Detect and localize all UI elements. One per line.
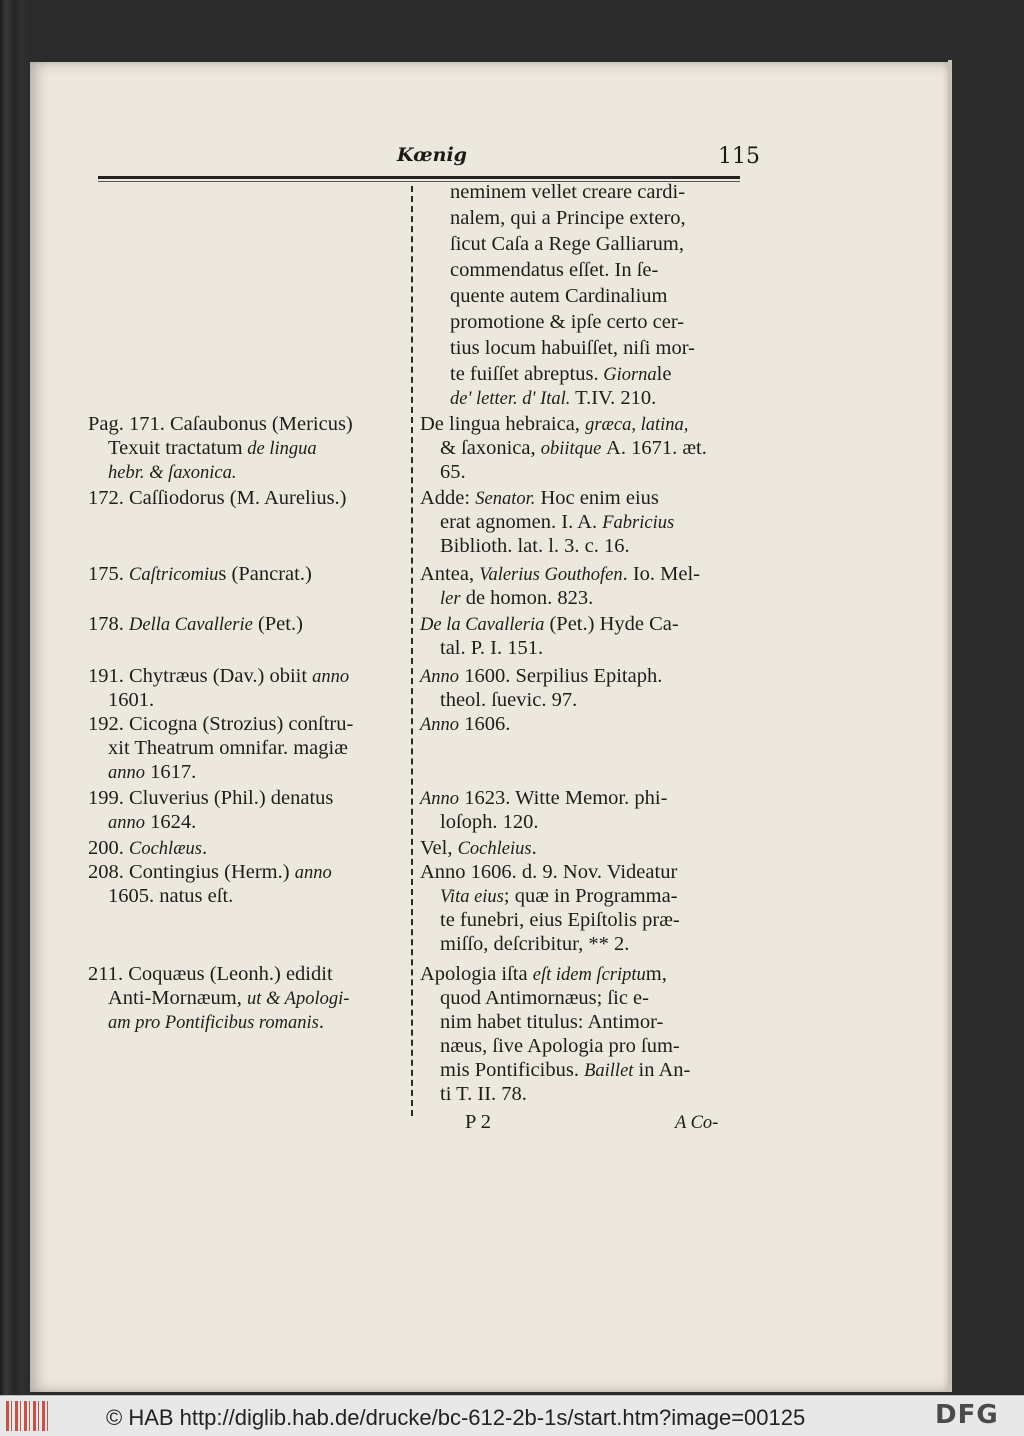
text-line: 199. Cluverius (Phil.) denatus: [88, 787, 334, 809]
text-line: 175. Caſtricomius (Pancrat.): [88, 563, 312, 585]
text-line: loſoph. 120.: [440, 811, 539, 833]
text-line: quente autem Cardinalium: [450, 285, 668, 307]
text-line: 172. Caſſiodorus (M. Aurelius.): [88, 487, 347, 509]
barcode-icon: [6, 1401, 48, 1431]
dfg-logo: DFG: [935, 1400, 999, 1430]
text-line: hebr. & ſaxonica.: [108, 463, 237, 483]
text-line: næus, ſive Apologia pro ſum-: [440, 1035, 680, 1057]
text-line: Anno 1606. d. 9. Nov. Videatur: [420, 861, 678, 883]
text-line: P 2: [465, 1111, 492, 1133]
text-line: Vel, Cochleius.: [420, 837, 537, 859]
text-line: 191. Chytræus (Dav.) obiit anno: [88, 665, 350, 687]
copyright-link[interactable]: © HAB http://diglib.hab.de/drucke/bc-612-2b-1s/start.htm?image=00125: [106, 1405, 806, 1430]
text-line: Anno 1623. Witte Memor. phi-: [420, 787, 668, 809]
text-line: Anno 1606.: [420, 713, 511, 735]
text-line: 178. Della Cavallerie (Pet.): [88, 613, 303, 635]
text-line: neminem vellet creare cardi-: [450, 181, 686, 203]
text-line: te fuiſſet abreptus. Giornale: [450, 363, 672, 385]
text-line: ti T. II. 78.: [440, 1083, 527, 1105]
text-line: 1601.: [108, 689, 155, 711]
page-number: 115: [718, 144, 760, 169]
text-line: ler de homon. 823.: [440, 587, 594, 609]
text-line: xit Theatrum omnifar. magiæ: [108, 737, 348, 759]
text-line: commendatus eſſet. In ſe-: [450, 259, 659, 281]
text-line: Vita eius; quæ in Programma-: [440, 885, 678, 907]
running-head: Kœnig: [397, 144, 467, 166]
text-line: anno 1617.: [108, 761, 197, 783]
text-line: miſſo, deſcribitur, ** 2.: [440, 933, 630, 955]
text-line: Texuit tractatum de lingua: [108, 437, 317, 459]
text-line: tal. P. I. 151.: [440, 637, 544, 659]
text-line: tius locum habuiſſet, niſi mor-: [450, 337, 695, 359]
text-line: De la Cavalleria (Pet.) Hyde Ca-: [420, 613, 679, 635]
text-line: Adde: Senator. Hoc enim eius: [420, 487, 659, 509]
text-line: te funebri, eius Epiſtolis præ-: [440, 909, 680, 931]
column-divider: [411, 186, 413, 1116]
text-line: erat agnomen. I. A. Fabricius: [440, 511, 675, 533]
text-line: 65.: [440, 461, 466, 483]
text-line: quod Antimornæus; ſic e-: [440, 987, 649, 1009]
text-line: 200. Cochlæus.: [88, 837, 208, 859]
text-line: 211. Coquæus (Leonh.) edidit: [88, 963, 333, 985]
text-line: promotione & ipſe certo cer-: [450, 311, 685, 333]
text-line: nim habet titulus: Antimor-: [440, 1011, 664, 1033]
text-line: Anti-Mornæum, ut & Apologi-: [108, 987, 350, 1009]
text-line: De lingua hebraica, græca, latina,: [420, 413, 689, 435]
text-line: & ſaxonica, obiitque A. 1671. æt.: [440, 437, 707, 459]
text-line: theol. ſuevic. 97.: [440, 689, 578, 711]
text-line: Anno 1600. Serpilius Epitaph.: [420, 665, 663, 687]
text-line: de' letter. d' Ital. T.IV. 210.: [450, 387, 657, 409]
page-edge: [948, 60, 952, 1392]
text-line: mis Pontificibus. Baillet in An-: [440, 1059, 691, 1081]
text-line: anno 1624.: [108, 811, 197, 833]
text-line: nalem, qui a Principe extero,: [450, 207, 686, 229]
text-line: Pag. 171. Caſaubonus (Mericus): [88, 413, 353, 435]
text-line: ſicut Caſa a Rege Galliarum,: [450, 233, 684, 255]
text-line: Biblioth. lat. l. 3. c. 16.: [440, 535, 630, 557]
text-line: 1605. natus eſt.: [108, 885, 234, 907]
text-line: 208. Contingius (Herm.) anno: [88, 861, 332, 883]
text-line: Antea, Valerius Gouthofen. Io. Mel-: [420, 563, 701, 585]
text-line: 192. Cicogna (Strozius) conſtru-: [88, 713, 354, 735]
text-line: Apologia iſta eſt idem ſcriptum,: [420, 963, 667, 985]
text-line: A Co-: [675, 1113, 719, 1133]
text-line: am pro Pontificibus romanis.: [108, 1011, 324, 1033]
